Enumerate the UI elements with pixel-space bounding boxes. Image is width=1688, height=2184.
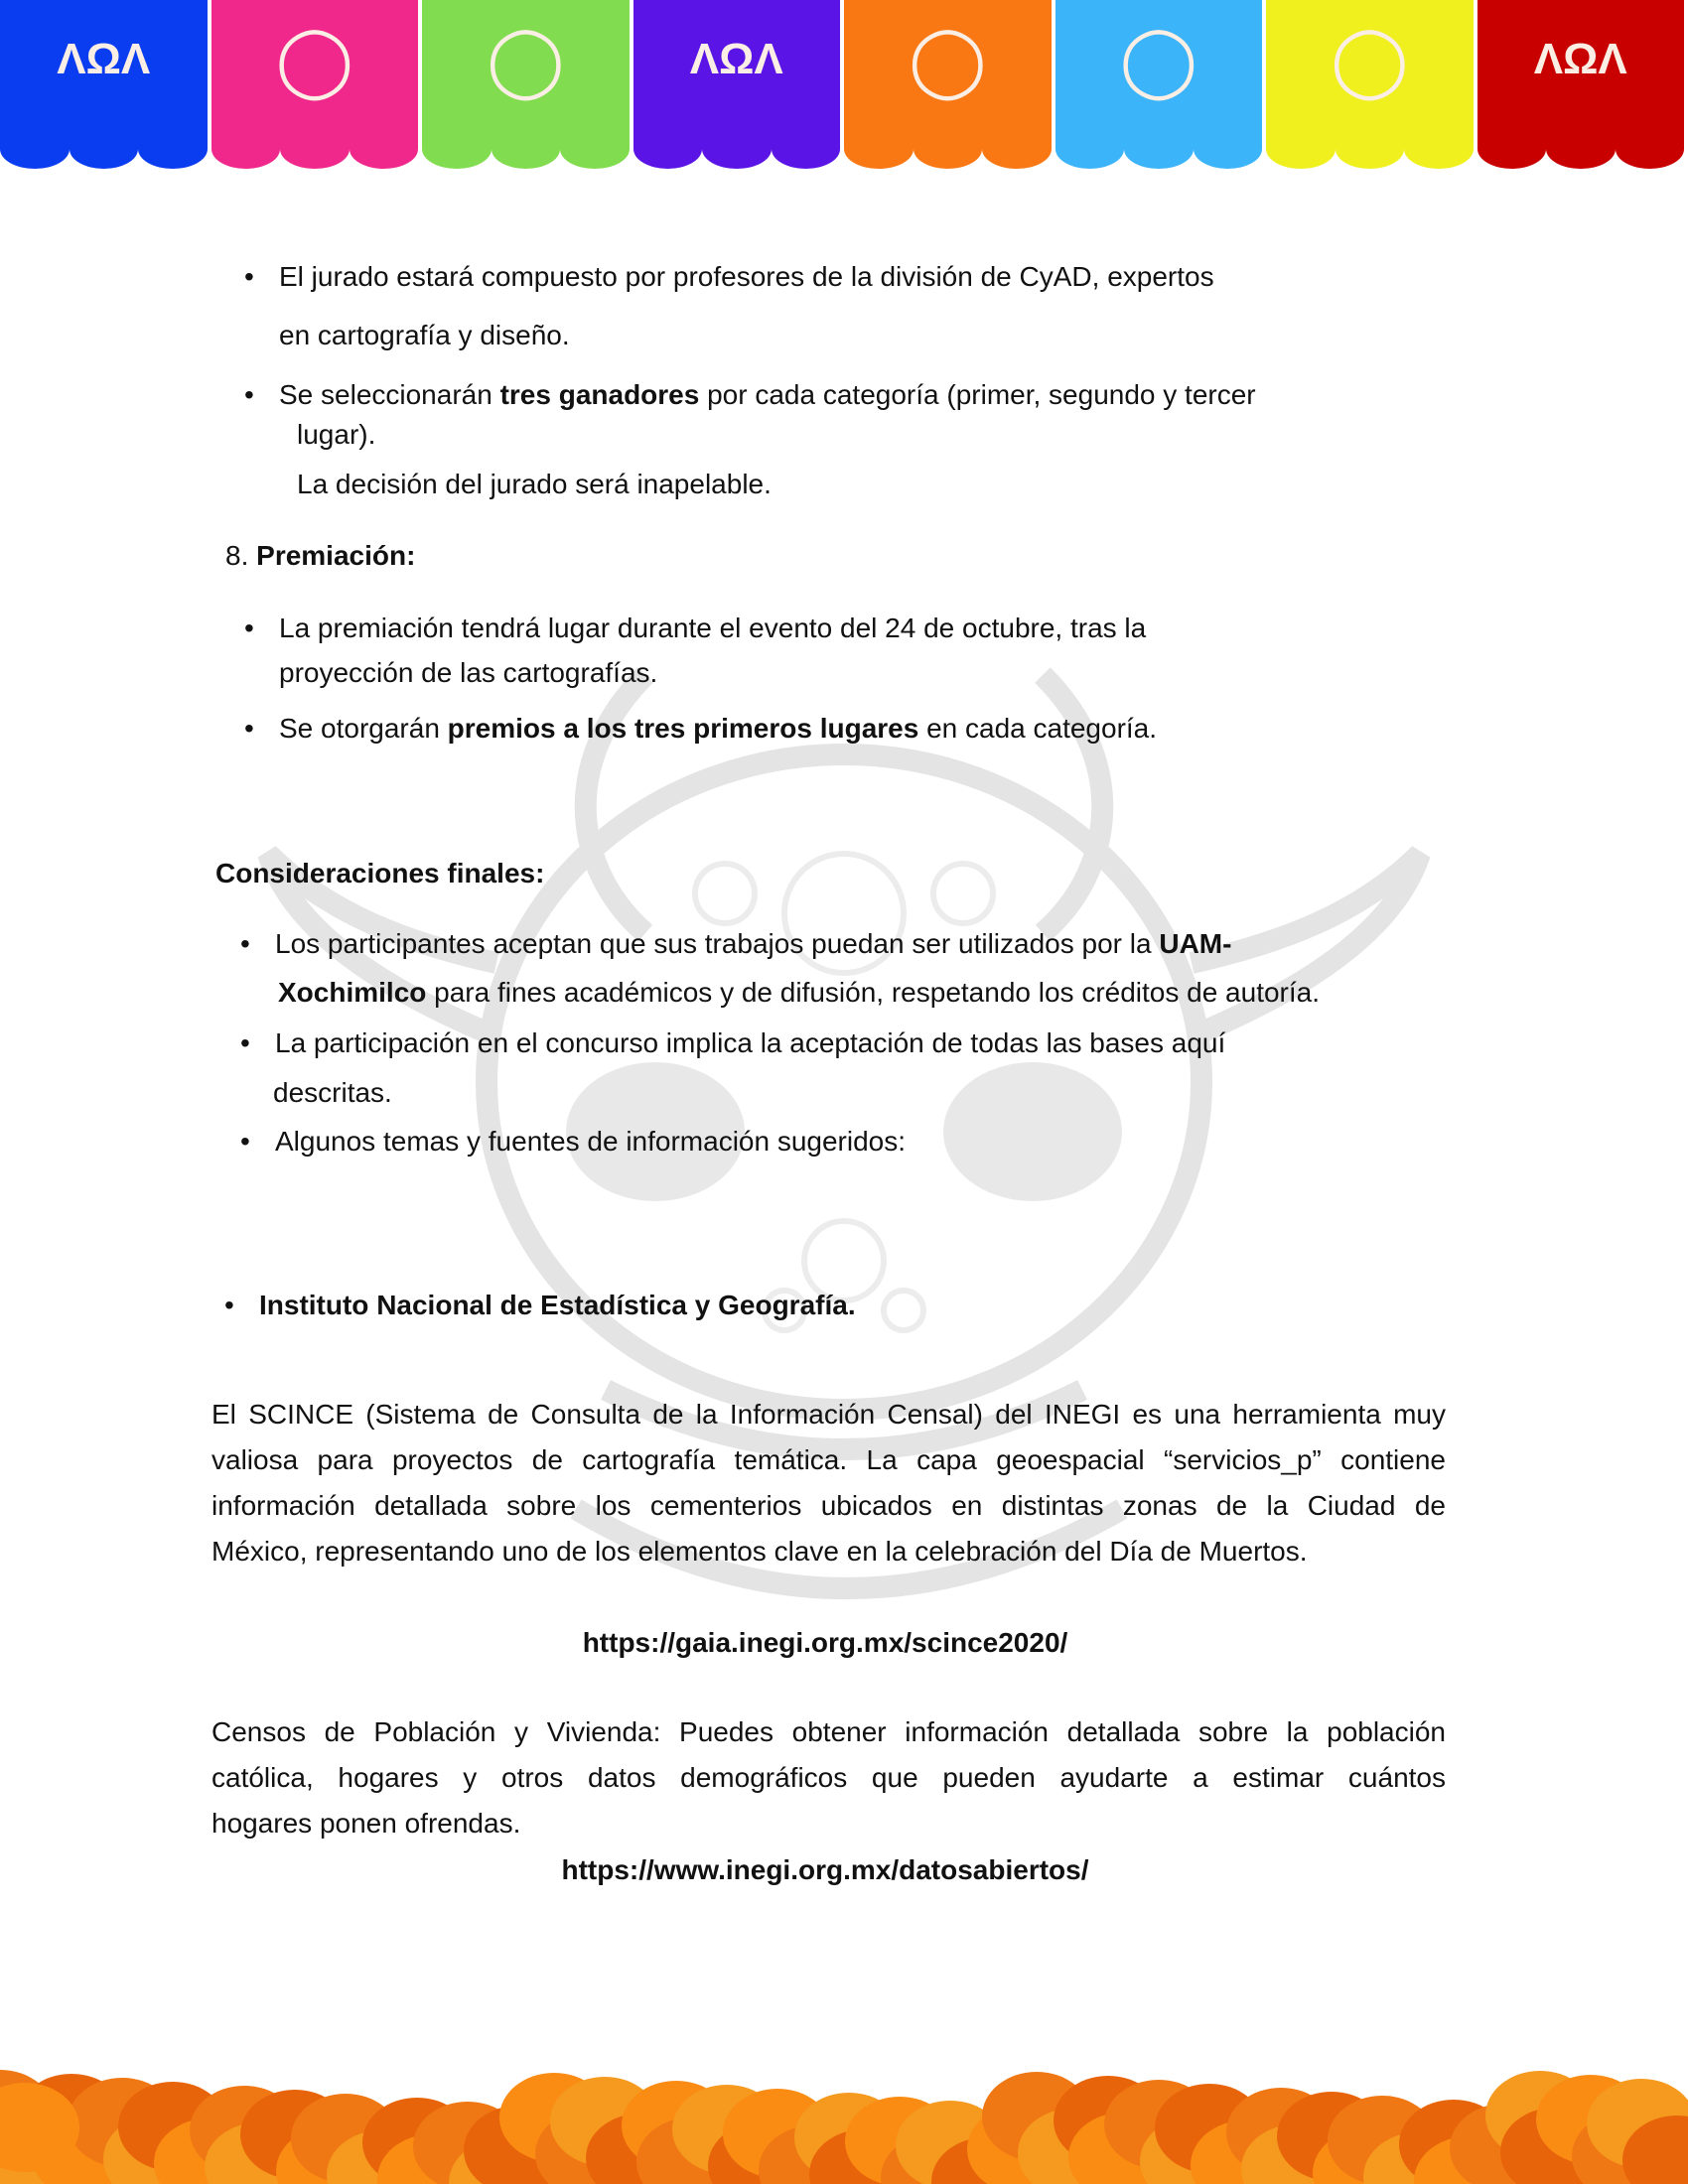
uam-logo: ΛΩΛ <box>57 35 151 83</box>
cyad-logo: ◯ <box>909 21 987 98</box>
papel-picado-flag <box>422 0 630 139</box>
scince-link[interactable]: https://gaia.inegi.org.mx/scince2020/ <box>582 1627 1068 1658</box>
papel-picado-flag <box>1266 0 1474 139</box>
papel-picado-flag <box>633 0 841 139</box>
jurado-winners <box>279 378 1256 412</box>
bold-text: tres ganadores <box>499 379 700 410</box>
premiacion-line: proyección de las cartografías. <box>279 657 658 688</box>
paragraph-line: información detallada sobre los cementerios ubicados en distintas zonas de la Ciudad de <box>211 1490 1446 1521</box>
territorial-logo: ◯ <box>1119 21 1197 98</box>
papel-picado-flag <box>1055 0 1263 139</box>
bullet: • <box>244 713 254 744</box>
papel-picado-banner <box>0 0 1688 179</box>
text: para fines académicos y de difusión, respetando los créditos de autoría. <box>426 977 1321 1008</box>
text: por cada categoría (primer, segundo y tercer <box>699 379 1256 410</box>
consideraciones-line: descritas. <box>273 1077 392 1108</box>
consideraciones-line <box>278 976 1320 1010</box>
paragraph-line: hogares ponen ofrendas. <box>211 1808 521 1839</box>
uam-logo: ΛΩΛ <box>689 35 783 83</box>
paragraph-line: Censos de Población y Vivienda: Puedes obtener información detallada sobre la población <box>211 1716 1446 1747</box>
text: Se otorgarán <box>279 713 448 744</box>
paragraph-line: católica, hogares y otros datos demográficos que pueden ayudarte a estimar cuántos <box>211 1762 1446 1793</box>
bullet: • <box>244 261 254 292</box>
territorial-logo: ◯ <box>487 21 565 98</box>
bullet: • <box>244 379 254 410</box>
scince-paragraph <box>211 1392 1446 1574</box>
censos-paragraph <box>211 1709 1446 1846</box>
papel-picado-flag <box>1477 0 1685 139</box>
jurado-line: lugar). <box>297 419 376 450</box>
bullet: • <box>244 613 254 643</box>
cyad-logo: ◯ <box>275 21 353 98</box>
consideraciones-line: La participación en el concurso implica la aceptación de todas las bases aquí <box>275 1027 1226 1058</box>
datos-abiertos-link[interactable]: https://www.inegi.org.mx/datosabiertos/ <box>561 1854 1089 1885</box>
marigold-flowers-footer <box>0 2055 1688 2184</box>
jurado-line: El jurado estará compuesto por profesores de la división de CyAD, expertos <box>279 261 1214 292</box>
consideraciones-line <box>275 927 1231 961</box>
papel-picado-flag <box>211 0 419 139</box>
premiacion-prizes <box>279 712 1157 746</box>
bullet: • <box>224 1290 234 1320</box>
paragraph-line: valiosa para proyectos de cartografía temática. La capa geoespacial “servicios_p” contiene <box>211 1444 1446 1475</box>
text: en cada categoría. <box>918 713 1158 744</box>
bold-text: UAM- <box>1159 928 1232 959</box>
bullet: • <box>240 1027 250 1058</box>
section-heading-premiacion <box>225 539 415 573</box>
uam-logo: ΛΩΛ <box>1533 35 1627 83</box>
paragraph-line: México, representando uno de los elementos clave en la celebración del Día de Muertos. <box>211 1536 1308 1567</box>
bold-text: premios a los tres primeros lugares <box>447 713 919 744</box>
section-heading-consideraciones: Consideraciones finales: <box>215 858 545 888</box>
jurado-line: en cartografía y diseño. <box>279 320 570 350</box>
text: Los participantes aceptan que sus trabajos puedan ser utilizados por la <box>275 928 1160 959</box>
jurado-line: La decisión del jurado será inapelable. <box>297 469 772 499</box>
premiacion-line: La premiación tendrá lugar durante el evento del 24 de octubre, tras la <box>279 613 1147 643</box>
section-number: 8. <box>225 540 257 571</box>
bold-text: Xochimilco <box>278 977 427 1008</box>
section-title: Premiación: <box>256 540 416 571</box>
paragraph-line: El SCINCE (Sistema de Consulta de la Información Censal) del INEGI es una herramienta muy <box>211 1399 1446 1430</box>
cyad-logo: ◯ <box>1331 21 1409 98</box>
bullet: • <box>240 928 250 959</box>
bullet: • <box>240 1126 250 1157</box>
text: Se seleccionarán <box>279 379 500 410</box>
papel-picado-flag <box>844 0 1052 139</box>
consideraciones-line: Algunos temas y fuentes de información sugeridos: <box>275 1126 907 1157</box>
inegi-title: Instituto Nacional de Estadística y Geografía. <box>259 1290 856 1320</box>
papel-picado-flag <box>0 0 208 139</box>
